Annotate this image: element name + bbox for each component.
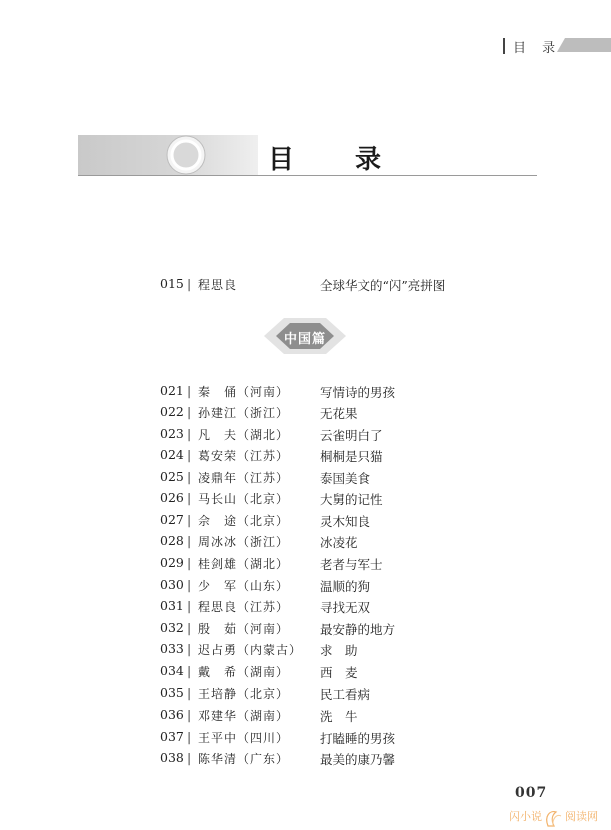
- entry-separator: |: [187, 555, 192, 570]
- entry-number: 037: [160, 729, 184, 744]
- entry-number: 035: [160, 685, 184, 700]
- entry-author: 殷 茹（河南）: [198, 622, 290, 636]
- entry-author: 王平中（四川）: [198, 731, 290, 745]
- entry-title: 大舅的记性: [320, 492, 383, 507]
- entry-title: 云雀明白了: [320, 428, 383, 443]
- entry-title: 求 助: [320, 643, 358, 658]
- entry-separator: |: [187, 685, 192, 700]
- entry-author: 周冰冰（浙江）: [198, 535, 290, 549]
- entry-title: 桐桐是只猫: [320, 449, 383, 464]
- entry-number: 024: [160, 447, 184, 462]
- entry-author: 桂剑雄（湖北）: [198, 557, 290, 571]
- entry-separator: |: [187, 276, 192, 291]
- section-label: 中国篇: [283, 332, 326, 347]
- entry-author: 王培静（北京）: [198, 687, 290, 701]
- entry-author: 佘 途（北京）: [198, 514, 290, 528]
- entry-title: 无花果: [320, 406, 358, 421]
- page-title: 目 录: [268, 145, 408, 175]
- entry-separator: |: [187, 641, 192, 656]
- entry-title: 洗 牛: [320, 709, 358, 724]
- entry-separator: |: [187, 469, 192, 484]
- entry-number: 015: [160, 276, 184, 291]
- entry-number: 033: [160, 641, 184, 656]
- entry-author: 陈华清（广东）: [198, 752, 290, 766]
- entry-separator: |: [187, 707, 192, 722]
- entry-separator: |: [187, 533, 192, 548]
- entry-number: 038: [160, 750, 184, 765]
- entry-title: 寻找无双: [320, 600, 371, 615]
- entry-number: 031: [160, 598, 184, 613]
- entry-number: 026: [160, 490, 184, 505]
- entry-number: 034: [160, 663, 184, 678]
- running-header-title: 目 录: [513, 41, 562, 56]
- entry-separator: |: [187, 663, 192, 678]
- entry-author: 程思良（江苏）: [198, 600, 290, 614]
- entry-title: 写情诗的男孩: [320, 385, 396, 400]
- entry-separator: |: [187, 447, 192, 462]
- entry-separator: |: [187, 577, 192, 592]
- entry-author: 秦 俑（河南）: [198, 385, 290, 399]
- entry-title: 打瞌睡的男孩: [320, 731, 396, 746]
- entry-number: 025: [160, 469, 184, 484]
- entry-title: 泰国美食: [320, 471, 371, 486]
- entry-author: 戴 希（湖南）: [198, 665, 290, 679]
- entry-number: 022: [160, 404, 184, 419]
- entry-separator: |: [187, 383, 192, 398]
- entry-number: 030: [160, 577, 184, 592]
- entry-author: 孙建江（浙江）: [198, 406, 290, 420]
- entry-number: 027: [160, 512, 184, 527]
- entry-number: 029: [160, 555, 184, 570]
- entry-separator: |: [187, 620, 192, 635]
- entry-title: 最安静的地方: [320, 622, 396, 637]
- entry-number: 036: [160, 707, 184, 722]
- entry-title: 西 麦: [320, 665, 358, 680]
- entry-separator: |: [187, 490, 192, 505]
- entry-author: 凡 夫（湖北）: [198, 428, 290, 442]
- entry-title: 民工看病: [320, 687, 371, 702]
- entry-title: 最美的康乃馨: [320, 752, 396, 767]
- entry-separator: |: [187, 404, 192, 419]
- entry-title: 全球华文的“闪”亮拼图: [320, 278, 446, 293]
- entry-separator: |: [187, 512, 192, 527]
- entry-author: 迟占勇（内蒙古）: [198, 643, 303, 657]
- entry-author: 程思良: [198, 278, 238, 292]
- entry-title: 老者与军士: [320, 557, 383, 572]
- running-header-tab: [557, 38, 611, 52]
- entry-author: 邓建华（湖南）: [198, 709, 290, 723]
- entry-number: 028: [160, 533, 184, 548]
- entry-number: 021: [160, 383, 184, 398]
- entry-title: 温顺的狗: [320, 579, 371, 594]
- entry-author: 少 军（山东）: [198, 579, 290, 593]
- entry-number: 032: [160, 620, 184, 635]
- watermark-text-right: 阅读网: [565, 810, 598, 823]
- running-header-rule: [503, 38, 505, 54]
- entry-author: 凌鼎年（江苏）: [198, 471, 290, 485]
- entry-separator: |: [187, 426, 192, 441]
- entry-separator: |: [187, 598, 192, 613]
- entry-title: 冰凌花: [320, 535, 358, 550]
- entry-author: 葛安荣（江苏）: [198, 449, 290, 463]
- entry-title: 灵木知良: [320, 514, 371, 529]
- entry-author: 马长山（北京）: [198, 492, 290, 506]
- entry-number: 023: [160, 426, 184, 441]
- entry-separator: |: [187, 750, 192, 765]
- watermark-text-left: 闪小说: [509, 810, 542, 823]
- page-number: 007: [515, 785, 548, 801]
- entry-separator: |: [187, 729, 192, 744]
